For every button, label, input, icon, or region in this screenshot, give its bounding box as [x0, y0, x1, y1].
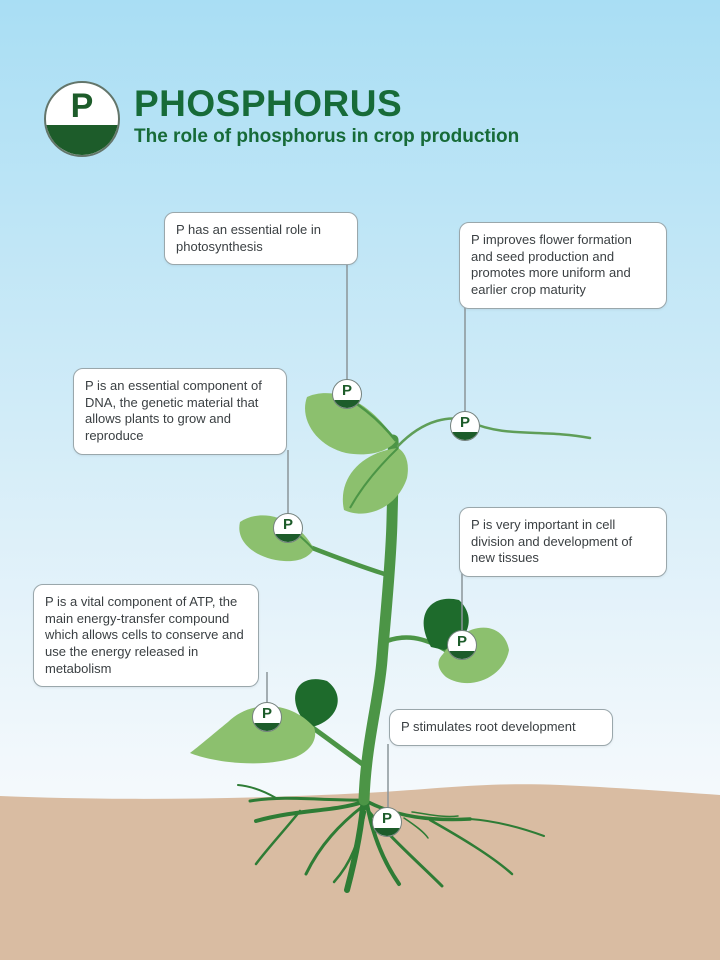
marker-green-band — [333, 400, 361, 408]
page-subtitle: The role of phosphorus in crop production — [134, 126, 520, 147]
logo-green-band — [46, 125, 118, 155]
header — [44, 81, 519, 157]
top-leaves — [305, 393, 408, 513]
marker-letter: P — [341, 381, 352, 399]
marker-letter: P — [456, 632, 467, 650]
tendril — [398, 419, 590, 446]
marker-green-band — [451, 432, 479, 440]
callout-root-development: P stimulates root development — [389, 709, 613, 746]
header-titles — [134, 81, 519, 148]
page-title: PHOSPHORUS — [134, 83, 403, 124]
p-marker-flower-seed — [450, 411, 480, 441]
p-marker-photosynthesis — [332, 379, 362, 409]
callout-flower-seed: P improves flower formation and seed production and promotes more uniform and earlier crop maturity — [459, 222, 667, 309]
marker-green-band — [253, 723, 281, 731]
marker-green-band — [274, 534, 302, 542]
p-marker-atp — [252, 702, 282, 732]
marker-letter: P — [459, 413, 470, 431]
marker-letter: P — [282, 515, 293, 533]
phosphorus-logo-badge — [44, 81, 120, 157]
callout-cell-division: P is very important in cell division and development of new tissues — [459, 507, 667, 577]
p-marker-root-development — [372, 807, 402, 837]
p-marker-dna — [273, 513, 303, 543]
callout-dna: P is an essential component of DNA, the genetic material that allows plants to grow and reproduce — [73, 368, 287, 455]
p-marker-cell-division — [447, 630, 477, 660]
callout-atp: P is a vital component of ATP, the main energy-transfer compound which allows cells to conserve and use the energy released in metabolism — [33, 584, 259, 687]
marker-green-band — [373, 828, 401, 836]
callout-photosynthesis: P has an essential role in photosynthesis — [164, 212, 358, 265]
marker-letter: P — [381, 809, 392, 827]
marker-letter: P — [261, 704, 272, 722]
logo-letter: P — [70, 86, 94, 125]
middle-left-leaf — [239, 515, 391, 576]
marker-green-band — [448, 651, 476, 659]
